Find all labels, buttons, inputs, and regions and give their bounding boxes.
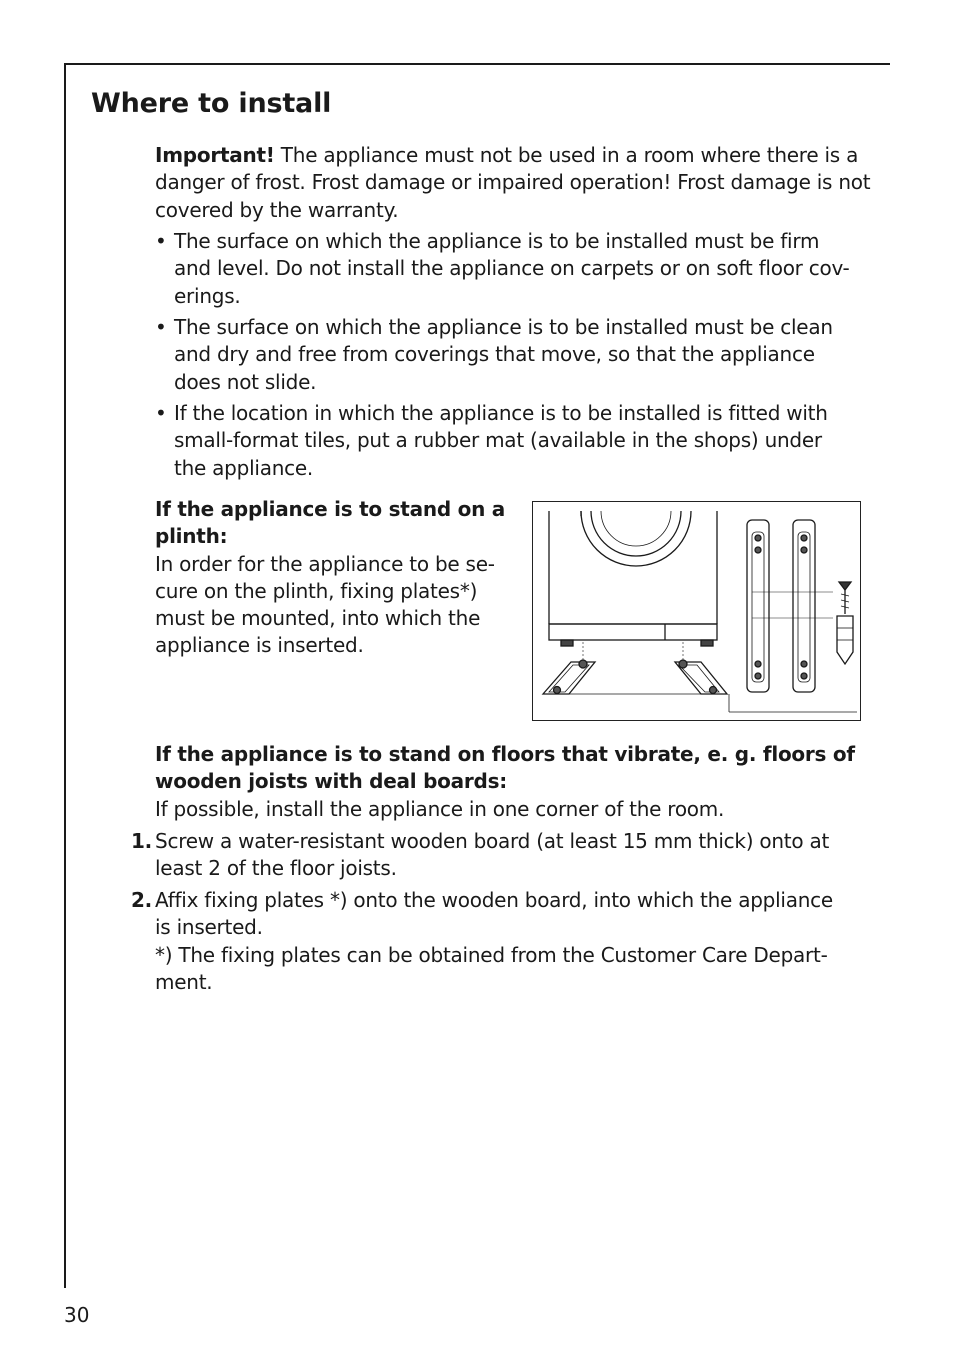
bullet-line: and dry and free from coverings that move, so that the appliance: [174, 342, 815, 367]
floors-heading: If the appliance is to stand on floors that vibrate, e. g. floors of: [155, 742, 855, 766]
footnote-line: ment.: [155, 969, 213, 994]
step-line: least 2 of the floor joists.: [155, 856, 397, 881]
page-title: Where to install: [91, 88, 332, 119]
bullet-item: [155, 228, 875, 310]
frame-top-rule: [64, 63, 890, 65]
fixing-plates-drawing: [533, 502, 860, 720]
step-number: 1.: [131, 829, 153, 853]
footnote-line: *) The fixing plates can be obtained from the Customer Care Depart-: [155, 942, 828, 967]
plinth-heading: plinth:: [155, 524, 228, 549]
bullet-line: The surface on which the appliance is to be installed must be clean: [174, 315, 833, 339]
bullet-line: and level. Do not install the appliance on carpets or on soft floor cov-: [174, 256, 850, 281]
step-line: Screw a water-resistant wooden board (at least 15 mm thick) onto at: [155, 829, 830, 853]
bullet-item: [155, 400, 875, 482]
step-line: is inserted.: [155, 915, 263, 940]
floors-heading: wooden joists with deal boards:: [155, 769, 507, 794]
frame-left-rule: [64, 63, 66, 1288]
plinth-text-line: In order for the appliance to be se-: [155, 551, 495, 576]
bullet-line: small-format tiles, put a rubber mat (available in the shops) under: [174, 428, 822, 453]
step-text: [155, 887, 875, 996]
bullet-line: does not slide.: [174, 369, 317, 394]
bullet-line: the appliance.: [174, 455, 314, 480]
step-line: Affix fixing plates *) onto the wooden board, into which the appliance: [155, 888, 833, 912]
bullet-line: If the location in which the appliance is to be installed is fitted with: [174, 401, 828, 425]
plinth-text-line: cure on the plinth, fixing plates*): [155, 578, 478, 603]
important-label: Important!: [155, 143, 275, 167]
important-text: The appliance must not be used in a room where there is a danger of frost. Frost damage or impaired operation! Frost damage is not covered by the warranty.: [155, 143, 871, 222]
bullet-line: The surface on which the appliance is to be installed must be firm: [174, 229, 820, 253]
step-text: [155, 828, 875, 883]
bullet-dot: •: [155, 401, 167, 425]
bullet-dot: •: [155, 315, 167, 339]
plinth-section: [155, 496, 515, 660]
fixing-plates-illustration: [532, 501, 861, 721]
plinth-text-line: must be mounted, into which the: [155, 606, 481, 631]
plinth-text-line: appliance is inserted.: [155, 633, 364, 658]
bullet-item: [155, 314, 875, 396]
floors-text: If possible, install the appliance in one corner of the room.: [155, 796, 725, 821]
floors-section: [155, 741, 875, 823]
bullet-dot: •: [155, 229, 167, 253]
plinth-heading: If the appliance is to stand on a: [155, 497, 506, 521]
page-number: 30: [64, 1303, 90, 1327]
bullet-line: erings.: [174, 283, 241, 308]
important-paragraph: [155, 142, 875, 224]
step-number: 2.: [131, 888, 153, 912]
